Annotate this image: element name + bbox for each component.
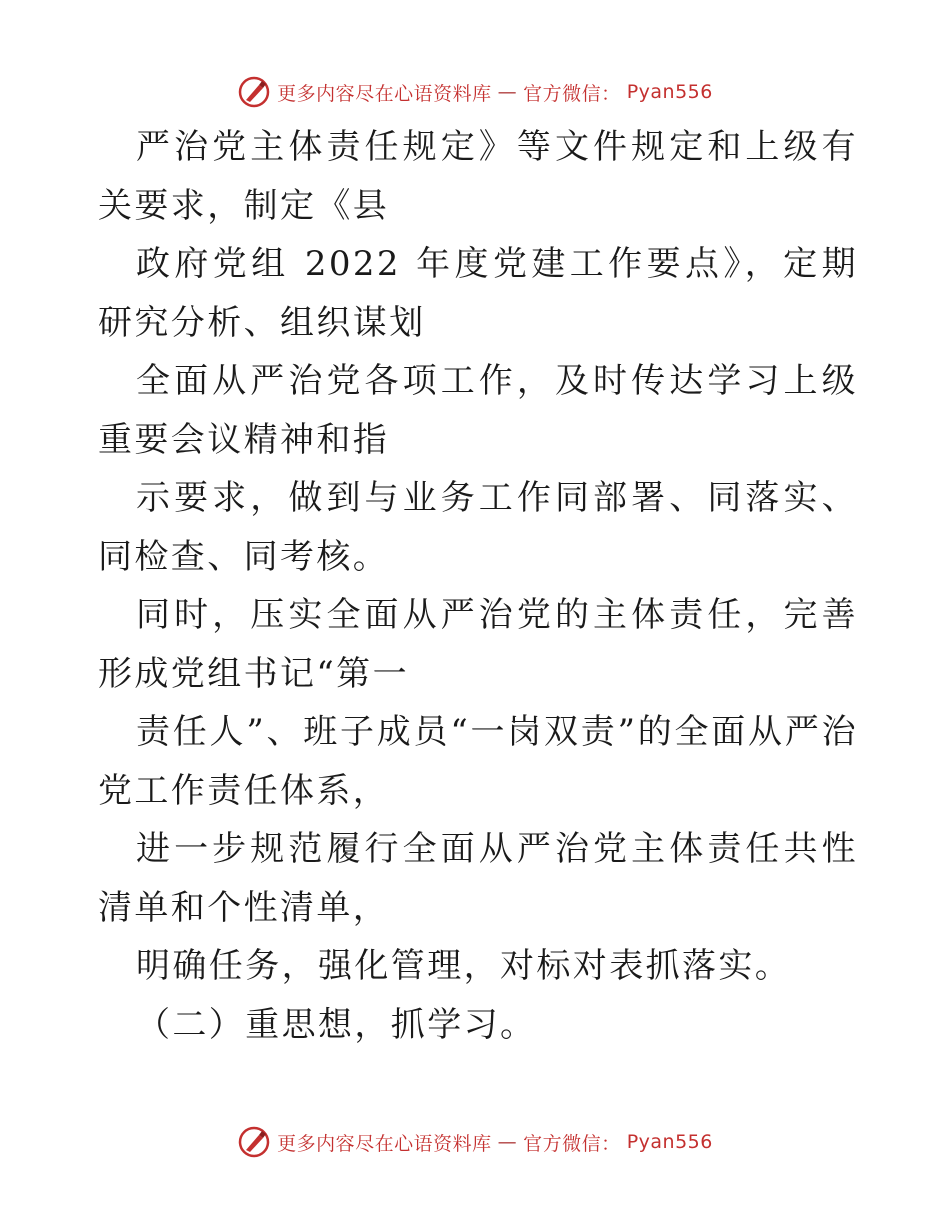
watermark-separator: —: [497, 81, 518, 103]
watermark-text: 更多内容尽在心语资料库: [277, 82, 492, 105]
watermark-text: 更多内容尽在心语资料库: [277, 1132, 492, 1155]
watermark-account: Pyan556: [626, 1131, 713, 1153]
pen-logo-icon: [237, 75, 271, 109]
paragraph-1: 严治党主体责任规定》等文件规定和上级有关要求，制定《县: [98, 127, 858, 226]
paragraph-4: 示要求，做到与业务工作同部署、同落实、同检查、同考核。: [98, 478, 858, 577]
header-watermark: [0, 72, 950, 112]
footer-watermark: [0, 1122, 950, 1162]
watermark-label: 官方微信：: [523, 82, 621, 105]
document-body: [98, 118, 858, 1054]
watermark-label: 官方微信：: [523, 1132, 621, 1155]
paragraph-2: 政府党组 2022 年度党建工作要点》，定期研究分析、组织谋划: [98, 244, 858, 343]
paragraph-9: （二）重思想，抓学习。: [136, 1004, 537, 1045]
paragraph-6: 责任人”、班子成员“一岗双责”的全面从严治党工作责任体系，: [98, 712, 858, 811]
watermark-separator: —: [497, 1131, 518, 1153]
paragraph-3: 全面从严治党各项工作，及时传达学习上级重要会议精神和指: [98, 361, 858, 460]
paragraph-7: 进一步规范履行全面从严治党主体责任共性清单和个性清单，: [98, 829, 858, 928]
paragraph-8: 明确任务，强化管理，对标对表抓落实。: [136, 946, 792, 986]
pen-logo-icon: [237, 1125, 271, 1159]
watermark-account: Pyan556: [626, 81, 713, 103]
paragraph-5: 同时，压实全面从严治党的主体责任，完善形成党组书记“第一: [98, 595, 858, 694]
